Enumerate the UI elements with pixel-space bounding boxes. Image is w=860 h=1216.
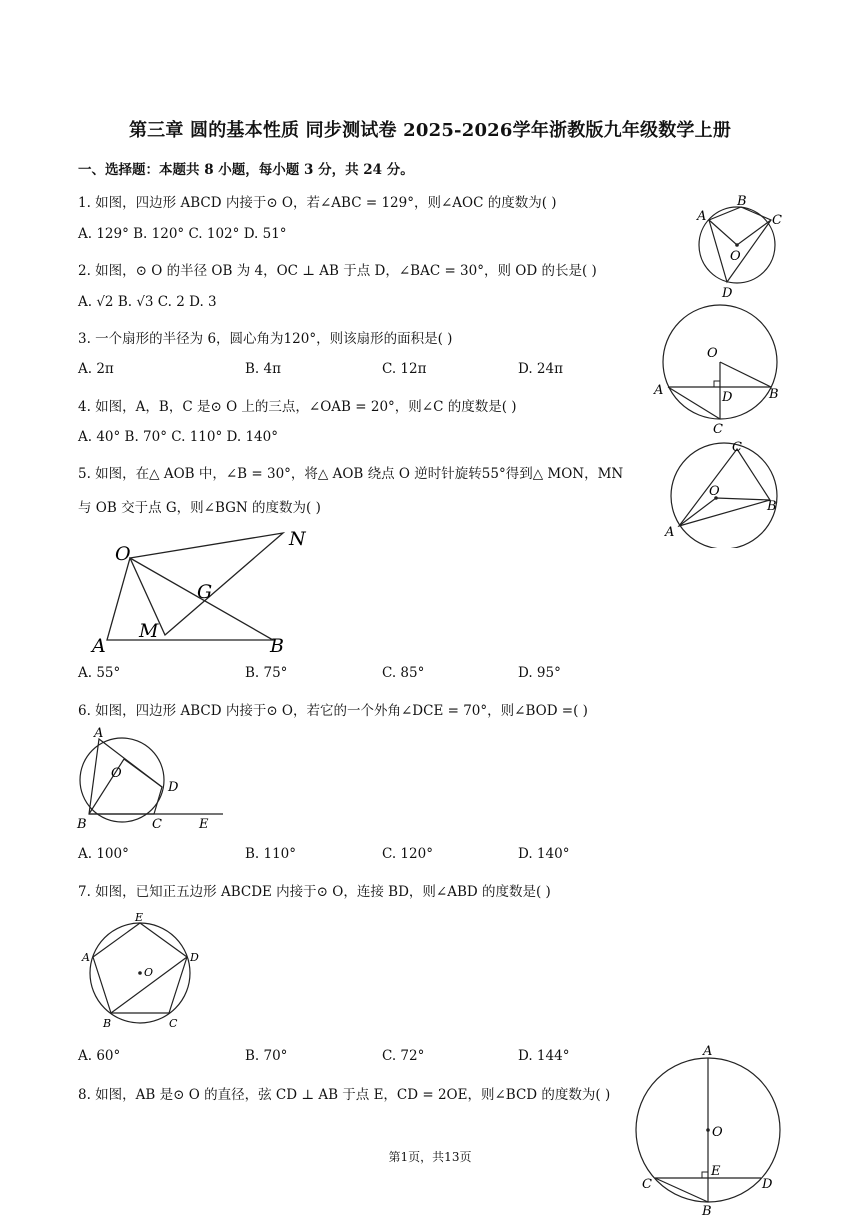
question-8-stem: 8. 如图，AB 是⊙ O 的直径，弦 CD ⊥ AB 于点 E，CD = 2OE，则∠BCD 的度数为( ) <box>78 1087 611 1103</box>
fig8-label-b: B <box>702 1204 712 1216</box>
question-3-option-a: A. 2π <box>78 361 114 377</box>
fig7-label-o: O <box>144 966 154 979</box>
page-title: 第三章 圆的基本性质 同步测试卷 2025-2026学年浙教版九年级数学上册 <box>128 120 732 141</box>
figure-1-diagram <box>690 190 790 300</box>
fig7-label-c: C <box>169 1017 178 1030</box>
fig6-label-o: O <box>111 766 122 781</box>
question-7-option-b: B. 70° <box>245 1048 288 1064</box>
question-6-option-a: A. 100° <box>78 846 129 862</box>
question-7-option-c: C. 72° <box>382 1048 425 1064</box>
fig7-label-d: D <box>190 951 199 964</box>
fig1-label-o: O <box>730 249 741 264</box>
fig5-label-m: M <box>139 620 159 642</box>
fig6-label-d: D <box>168 780 179 795</box>
fig1-label-c: C <box>772 213 782 228</box>
question-7-option-d: D. 144° <box>518 1048 570 1064</box>
fig4-label-c: C <box>732 440 742 455</box>
question-3-option-c: C. 12π <box>382 361 427 377</box>
fig8-label-e: E <box>711 1164 721 1179</box>
fig4-label-b: B <box>767 499 777 514</box>
fig6-label-b: B <box>77 817 87 832</box>
question-6-option-d: D. 140° <box>518 846 570 862</box>
fig4-label-a: A <box>665 525 675 540</box>
figure-5-diagram <box>85 525 325 660</box>
fig8-label-d: D <box>762 1177 773 1192</box>
fig8-label-c: C <box>642 1177 652 1192</box>
question-4-options: A. 40° B. 70° C. 110° D. 140° <box>78 429 278 445</box>
page-footer: 第1页，共13页 <box>388 1150 472 1164</box>
question-5-option-c: C. 85° <box>382 665 425 681</box>
question-5-option-a: A. 55° <box>78 665 121 681</box>
fig4-label-o: O <box>709 484 720 499</box>
figure-4-diagram <box>658 436 788 548</box>
section-heading: 一、选择题：本题共 8 小题，每小题 3 分，共 24 分。 <box>78 162 414 178</box>
fig1-label-a: A <box>697 209 707 224</box>
fig5-label-b: B <box>270 635 284 657</box>
figure-2-diagram <box>650 300 790 440</box>
fig2-label-o: O <box>707 346 718 361</box>
question-2-options: A. √2 B. √3 C. 2 D. 3 <box>78 294 217 310</box>
question-5-stem-line2: 与 OB 交于点 G，则∠BGN 的度数为( ) <box>78 500 321 516</box>
fig7-label-a: A <box>82 951 90 964</box>
question-3-stem: 3. 一个扇形的半径为 6，圆心角为120°，则该扇形的面积是( ) <box>78 331 453 347</box>
question-1-options: A. 129° B. 120° C. 102° D. 51° <box>78 226 287 242</box>
question-3-option-b: B. 4π <box>245 361 281 377</box>
fig5-label-g: G <box>197 581 213 603</box>
fig1-label-d: D <box>722 286 733 300</box>
fig6-label-c: C <box>152 817 162 832</box>
figure-7-diagram <box>80 906 205 1034</box>
fig8-label-a: A <box>703 1044 713 1059</box>
question-2-stem: 2. 如图，⊙ O 的半径 OB 为 4，OC ⊥ AB 于点 D，∠BAC = 30°，则 OD 的长是( ) <box>78 263 597 279</box>
fig7-label-e: E <box>135 911 144 924</box>
figure-6-diagram <box>74 722 229 834</box>
question-1-stem: 1. 如图，四边形 ABCD 内接于⊙ O，若∠ABC = 129°，则∠AOC 的度数为( ) <box>78 195 557 211</box>
fig8-label-o: O <box>712 1125 723 1140</box>
fig2-label-c: C <box>713 422 723 437</box>
fig7-label-b: B <box>103 1017 112 1030</box>
question-7-stem: 7. 如图，已知正五边形 ABCDE 内接于⊙ O，连接 BD，则∠ABD 的度数是( ) <box>78 884 551 900</box>
figure-8-diagram <box>630 1040 790 1216</box>
fig2-label-a: A <box>654 383 664 398</box>
fig2-label-b: B <box>769 387 779 402</box>
fig5-label-n: N <box>289 528 306 550</box>
fig6-label-a: A <box>94 726 104 741</box>
question-5-option-d: D. 95° <box>518 665 561 681</box>
question-7-option-a: A. 60° <box>78 1048 121 1064</box>
question-4-stem: 4. 如图，A，B，C 是⊙ O 上的三点，∠OAB = 20°，则∠C 的度数是( ) <box>78 399 517 415</box>
fig2-label-d: D <box>722 390 733 405</box>
question-3-option-d: D. 24π <box>518 361 563 377</box>
fig5-label-a: A <box>92 635 106 657</box>
question-6-stem: 6. 如图，四边形 ABCD 内接于⊙ O，若它的一个外角∠DCE = 70°，则∠BOD =( ) <box>78 703 588 719</box>
fig5-label-o: O <box>115 543 131 565</box>
question-6-option-b: B. 110° <box>245 846 297 862</box>
question-5-stem-line1: 5. 如图，在△ AOB 中，∠B = 30°，将△ AOB 绕点 O 逆时针旋转55°得到△ MON，MN <box>78 466 624 482</box>
fig6-label-e: E <box>199 817 209 832</box>
question-6-option-c: C. 120° <box>382 846 433 862</box>
fig1-label-b: B <box>737 194 747 209</box>
question-5-option-b: B. 75° <box>245 665 288 681</box>
